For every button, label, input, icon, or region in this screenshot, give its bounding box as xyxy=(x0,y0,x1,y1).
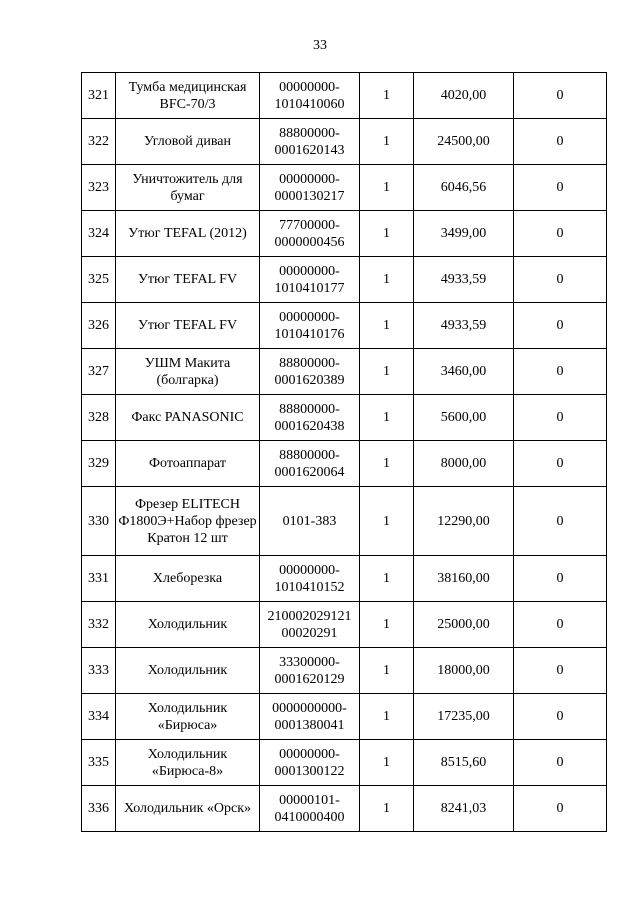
table-row xyxy=(82,395,607,441)
table-row xyxy=(82,303,607,349)
residual-value: 0 xyxy=(514,119,607,165)
residual-value: 0 xyxy=(514,257,607,303)
row-number: 321 xyxy=(82,73,116,119)
table-row xyxy=(82,487,607,556)
table-row xyxy=(82,73,607,119)
cost: 24500,00 xyxy=(414,119,514,165)
cost: 5600,00 xyxy=(414,395,514,441)
residual-value: 0 xyxy=(514,694,607,740)
quantity: 1 xyxy=(360,441,414,487)
quantity: 1 xyxy=(360,556,414,602)
quantity: 1 xyxy=(360,487,414,556)
inventory-code: 210002029121 00020291 xyxy=(260,602,360,648)
quantity: 1 xyxy=(360,165,414,211)
item-name: Холодильник «Бирюса-8» xyxy=(116,740,260,786)
table-row xyxy=(82,786,607,832)
cost: 3499,00 xyxy=(414,211,514,257)
quantity: 1 xyxy=(360,786,414,832)
cost: 6046,56 xyxy=(414,165,514,211)
table-row xyxy=(82,740,607,786)
item-name: Фотоаппарат xyxy=(116,441,260,487)
item-name: Хлеборезка xyxy=(116,556,260,602)
quantity: 1 xyxy=(360,211,414,257)
row-number: 329 xyxy=(82,441,116,487)
item-name: Тумба медицинская BFC-70/3 xyxy=(116,73,260,119)
item-name: Фрезер ELITECH Ф1800Э+Набор фрезер Кратон 12 шт xyxy=(116,487,260,556)
row-number: 333 xyxy=(82,648,116,694)
row-number: 330 xyxy=(82,487,116,556)
residual-value: 0 xyxy=(514,648,607,694)
cost: 4020,00 xyxy=(414,73,514,119)
residual-value: 0 xyxy=(514,349,607,395)
inventory-code: 00000000-1010410060 xyxy=(260,73,360,119)
inventory-table xyxy=(81,72,607,832)
cost: 4933,59 xyxy=(414,303,514,349)
quantity: 1 xyxy=(360,648,414,694)
table-row xyxy=(82,602,607,648)
item-name: Холодильник xyxy=(116,602,260,648)
item-name: Утюг TEFAL FV xyxy=(116,303,260,349)
table-row xyxy=(82,556,607,602)
cost: 8241,03 xyxy=(414,786,514,832)
inventory-code: 00000000-1010410176 xyxy=(260,303,360,349)
row-number: 324 xyxy=(82,211,116,257)
cost: 25000,00 xyxy=(414,602,514,648)
residual-value: 0 xyxy=(514,740,607,786)
inventory-code: 00000000-1010410177 xyxy=(260,257,360,303)
inventory-code: 00000000-1010410152 xyxy=(260,556,360,602)
row-number: 327 xyxy=(82,349,116,395)
inventory-code: 88800000-0001620438 xyxy=(260,395,360,441)
row-number: 332 xyxy=(82,602,116,648)
item-name: Угловой диван xyxy=(116,119,260,165)
residual-value: 0 xyxy=(514,487,607,556)
row-number: 331 xyxy=(82,556,116,602)
residual-value: 0 xyxy=(514,73,607,119)
item-name: Утюг TEFAL (2012) xyxy=(116,211,260,257)
inventory-code: 00000101-0410000400 xyxy=(260,786,360,832)
item-name: Холодильник «Орск» xyxy=(116,786,260,832)
row-number: 334 xyxy=(82,694,116,740)
row-number: 328 xyxy=(82,395,116,441)
inventory-code: 33300000-0001620129 xyxy=(260,648,360,694)
table-row xyxy=(82,119,607,165)
residual-value: 0 xyxy=(514,395,607,441)
quantity: 1 xyxy=(360,602,414,648)
cost: 8000,00 xyxy=(414,441,514,487)
page-number: 33 xyxy=(313,38,327,53)
residual-value: 0 xyxy=(514,211,607,257)
table-row xyxy=(82,694,607,740)
inventory-code: 88800000-0001620143 xyxy=(260,119,360,165)
item-name: УШМ Макита (болгарка) xyxy=(116,349,260,395)
row-number: 325 xyxy=(82,257,116,303)
cost: 8515,60 xyxy=(414,740,514,786)
cost: 17235,00 xyxy=(414,694,514,740)
quantity: 1 xyxy=(360,694,414,740)
quantity: 1 xyxy=(360,349,414,395)
quantity: 1 xyxy=(360,73,414,119)
inventory-code: 88800000-0001620064 xyxy=(260,441,360,487)
table-row xyxy=(82,211,607,257)
table-row xyxy=(82,648,607,694)
residual-value: 0 xyxy=(514,786,607,832)
inventory-code: 77700000-0000000456 xyxy=(260,211,360,257)
quantity: 1 xyxy=(360,395,414,441)
row-number: 323 xyxy=(82,165,116,211)
item-name: Холодильник «Бирюса» xyxy=(116,694,260,740)
inventory-code: 00000000-0000130217 xyxy=(260,165,360,211)
item-name: Утюг TEFAL FV xyxy=(116,257,260,303)
inventory-code: 00000000-0001300122 xyxy=(260,740,360,786)
residual-value: 0 xyxy=(514,303,607,349)
row-number: 326 xyxy=(82,303,116,349)
cost: 38160,00 xyxy=(414,556,514,602)
residual-value: 0 xyxy=(514,441,607,487)
quantity: 1 xyxy=(360,257,414,303)
cost: 18000,00 xyxy=(414,648,514,694)
cost: 12290,00 xyxy=(414,487,514,556)
inventory-code: 0101-383 xyxy=(260,487,360,556)
item-name: Уничтожитель для бумаг xyxy=(116,165,260,211)
row-number: 336 xyxy=(82,786,116,832)
item-name: Холодильник xyxy=(116,648,260,694)
table-row xyxy=(82,441,607,487)
table-row xyxy=(82,349,607,395)
residual-value: 0 xyxy=(514,556,607,602)
quantity: 1 xyxy=(360,303,414,349)
table-row xyxy=(82,257,607,303)
row-number: 335 xyxy=(82,740,116,786)
row-number: 322 xyxy=(82,119,116,165)
item-name: Факс PANASONIC xyxy=(116,395,260,441)
residual-value: 0 xyxy=(514,602,607,648)
residual-value: 0 xyxy=(514,165,607,211)
inventory-code: 88800000-0001620389 xyxy=(260,349,360,395)
inventory-code: 0000000000-0001380041 xyxy=(260,694,360,740)
cost: 3460,00 xyxy=(414,349,514,395)
quantity: 1 xyxy=(360,740,414,786)
table-row xyxy=(82,165,607,211)
quantity: 1 xyxy=(360,119,414,165)
cost: 4933,59 xyxy=(414,257,514,303)
